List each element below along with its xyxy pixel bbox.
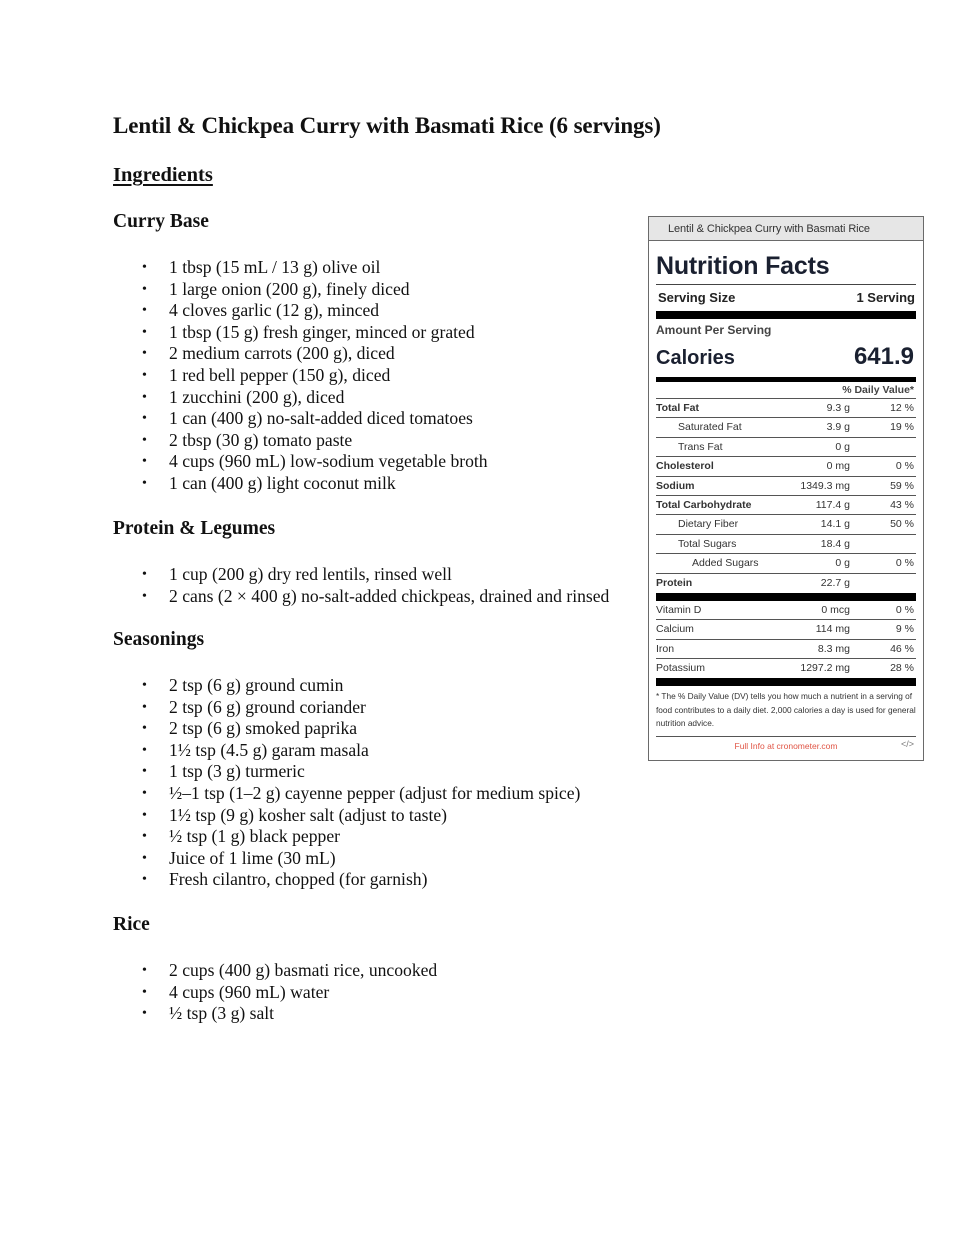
- bullet: •: [142, 699, 147, 715]
- section-heading-curry-base: Curry Base: [113, 211, 209, 232]
- ingredient-text: 4 cups (960 mL) water: [169, 981, 330, 1002]
- ingredient-text: 2 cups (400 g) basmati rice, uncooked: [169, 960, 438, 980]
- serving-size-row: [656, 288, 916, 308]
- vitamin-dv: 9 %: [895, 623, 914, 636]
- nutrient-amount: 0 mg: [826, 460, 850, 473]
- nutrient-name: Total Carbohydrate: [656, 498, 752, 511]
- list-item: [0, 826, 580, 848]
- section-heading-seasonings: Seasonings: [113, 629, 205, 650]
- bullet: •: [142, 829, 147, 845]
- vitamin-name: Potassium: [656, 662, 706, 675]
- list-item: [0, 960, 437, 982]
- section-heading-protein-legumes: Protein & Legumes: [113, 518, 276, 539]
- list-item: [0, 473, 488, 495]
- thick-divider: [656, 311, 916, 319]
- ingredient-text: 1½ tsp (9 g) kosher salt (adjust to taste): [169, 804, 448, 825]
- list-item: [0, 430, 488, 452]
- ingredient-text: 4 cloves garlic (12 g), minced: [169, 300, 380, 321]
- nutrient-row-protein: [656, 574, 916, 593]
- ingredient-text: ½–1 tsp (1–2 g) cayenne pepper (adjust for medium spice): [169, 782, 581, 803]
- nutrient-dv: 19 %: [890, 421, 914, 434]
- ingredient-list-seasonings: [0, 675, 580, 891]
- nutrient-name: Sodium: [656, 479, 695, 492]
- bullet: •: [142, 1006, 147, 1022]
- list-item: [0, 761, 580, 783]
- bullet: •: [142, 721, 147, 737]
- vitamin-row-potassium: [656, 659, 916, 678]
- bullet: •: [142, 367, 147, 383]
- list-item: [0, 365, 488, 387]
- nutrient-row-cholesterol: [656, 457, 916, 476]
- nutrient-dv: [850, 574, 916, 593]
- nutrient-amount: 0 g: [835, 557, 850, 570]
- nutrient-dv: 43 %: [890, 498, 914, 511]
- bullet: •: [142, 807, 147, 823]
- nutrient-row-total-carbohydrate: [656, 496, 916, 515]
- nutrient-name: Protein: [656, 576, 693, 589]
- serving-size-value: 1 Serving: [856, 290, 915, 305]
- bullet: •: [142, 346, 147, 362]
- bullet: •: [142, 742, 147, 758]
- ingredient-text: 2 tsp (6 g) smoked paprika: [169, 718, 358, 739]
- ingredient-text: Fresh cilantro, chopped (for garnish): [169, 869, 428, 890]
- section-heading-rice: Rice: [113, 914, 150, 935]
- nutrition-facts-label: [648, 216, 924, 761]
- bullet: •: [142, 850, 147, 866]
- serving-size-label: Serving Size: [658, 290, 736, 305]
- list-item: [0, 697, 580, 719]
- bullet: •: [142, 984, 147, 1000]
- ingredient-text: ½ tsp (1 g) black pepper: [169, 826, 340, 847]
- nutrient-dv: 0 %: [895, 557, 914, 570]
- bullet: •: [142, 411, 147, 427]
- bullet: •: [142, 432, 147, 448]
- nutrient-amount: 3.9 g: [826, 421, 850, 434]
- ingredient-text: 2 cans (2 × 400 g) no-salt-added chickpeas, drained and rinsed: [169, 585, 610, 606]
- ingredient-text: 1 can (400 g) no-salt-added diced tomatoes: [169, 408, 473, 429]
- nutrient-row-total-sugars: [656, 535, 916, 554]
- vitamin-amount: 114 mg: [815, 623, 850, 636]
- ingredient-list-protein-legumes: [0, 564, 609, 607]
- vitamin-amount: 0 mcg: [821, 603, 850, 616]
- nutrient-dv: 59 %: [890, 479, 914, 492]
- list-item: [0, 408, 488, 430]
- bullet: •: [142, 389, 147, 405]
- ingredient-text: Juice of 1 lime (30 mL): [169, 847, 336, 868]
- nutrient-amount: 22.7 g: [820, 576, 850, 589]
- thick-divider: [656, 593, 916, 601]
- list-item: [0, 805, 580, 827]
- bullet: •: [142, 872, 147, 888]
- daily-value-footnote: * The % Daily Value (DV) tells you how much a nutrient in a serving of food contributes to a daily diet. 2,000 calories a day is used for general nutrition advice.: [656, 690, 916, 737]
- nutrient-amount: 14.1 g: [820, 518, 850, 531]
- list-item: [0, 586, 609, 608]
- nutrient-amount: 0 g: [835, 440, 850, 453]
- ingredient-text: 1 tbsp (15 mL / 13 g) olive oil: [169, 257, 381, 277]
- ingredient-text: 2 tbsp (30 g) tomato paste: [169, 429, 353, 450]
- nutrient-amount: 1349.3 mg: [800, 479, 850, 492]
- nutrient-row-trans-fat: [656, 438, 916, 457]
- nutrient-dv: 12 %: [890, 402, 914, 414]
- ingredient-text: 2 tsp (6 g) ground coriander: [169, 696, 366, 717]
- nutrition-facts-title: Nutrition Facts: [656, 251, 916, 285]
- nutrient-dv: 0 %: [895, 460, 914, 473]
- amount-per-serving: Amount Per Serving: [656, 323, 772, 337]
- bullet: •: [142, 785, 147, 801]
- ingredient-text: 2 tsp (6 g) ground cumin: [169, 675, 344, 695]
- embed-code-icon[interactable]: </>: [900, 738, 914, 749]
- vitamin-row-vitamin-d: [656, 601, 916, 620]
- list-item: [0, 451, 488, 473]
- list-item: [0, 718, 580, 740]
- list-item: [0, 1003, 437, 1025]
- list-item: [0, 300, 488, 322]
- vitamin-name: Vitamin D: [656, 603, 702, 616]
- nutrition-label-header: Lentil & Chickpea Curry with Basmati Rice: [649, 217, 923, 241]
- vitamin-dv: 46 %: [890, 642, 914, 655]
- calories-value: 641.9: [853, 343, 914, 370]
- list-item: [0, 322, 488, 344]
- thick-divider: [656, 678, 916, 686]
- ingredient-text: 4 cups (960 mL) low-sodium vegetable broth: [169, 451, 488, 472]
- ingredient-text: ½ tsp (3 g) salt: [169, 1003, 275, 1024]
- vitamin-row-calcium: [656, 620, 916, 639]
- vitamin-name: Iron: [656, 642, 675, 655]
- nutrient-row-added-sugars: [656, 554, 916, 573]
- nutrient-dv: [850, 438, 916, 456]
- ingredient-list-rice: [0, 960, 437, 1025]
- ingredient-text: 1½ tsp (4.5 g) garam masala: [169, 739, 369, 760]
- list-item: [0, 982, 437, 1004]
- vitamin-amount: 8.3 mg: [817, 642, 850, 655]
- nutrient-name: Dietary Fiber: [678, 518, 739, 531]
- nutrient-row-saturated-fat: [656, 418, 916, 437]
- bullet: •: [142, 303, 147, 319]
- bullet: •: [142, 324, 147, 340]
- ingredient-text: 2 medium carrots (200 g), diced: [169, 343, 395, 364]
- nutrient-dv: [850, 535, 916, 553]
- nutrient-amount: 9.3 g: [826, 402, 850, 414]
- ingredient-text: 1 cup (200 g) dry red lentils, rinsed well: [169, 564, 452, 584]
- bullet: •: [142, 281, 147, 297]
- ingredients-heading: Ingredients: [113, 164, 213, 186]
- ingredient-text: 1 tbsp (15 g) fresh ginger, minced or grated: [169, 321, 475, 342]
- vitamin-row-iron: [656, 640, 916, 659]
- cronometer-link[interactable]: Full Info at cronometer.com: [734, 740, 838, 751]
- nutrient-name: Total Sugars: [678, 537, 737, 550]
- page-title: Lentil & Chickpea Curry with Basmati Rice (6 servings): [113, 113, 661, 138]
- list-item: [0, 279, 488, 301]
- calories-label: Calories: [656, 347, 735, 369]
- nutrient-name: Saturated Fat: [678, 421, 742, 434]
- nutrient-amount: 117.4 g: [815, 498, 850, 511]
- list-item: [0, 848, 580, 870]
- nutrient-row-total-fat: [656, 399, 916, 418]
- list-item: [0, 740, 580, 762]
- vitamin-amount: 1297.2 mg: [800, 662, 850, 675]
- bullet: •: [142, 567, 147, 582]
- list-item: [0, 675, 580, 697]
- nutrient-dv: 50 %: [890, 518, 914, 531]
- bullet: •: [142, 454, 147, 470]
- nutrient-amount: 18.4 g: [820, 537, 850, 550]
- bullet: •: [142, 260, 147, 275]
- ingredient-text: 1 large onion (200 g), finely diced: [169, 278, 410, 299]
- ingredient-text: 1 can (400 g) light coconut milk: [169, 472, 396, 493]
- nutrient-row-sodium: [656, 477, 916, 496]
- vitamin-dv: 0 %: [895, 603, 914, 616]
- list-item: [0, 783, 580, 805]
- vitamin-name: Calcium: [656, 623, 694, 636]
- list-item: [0, 343, 488, 365]
- vitamin-dv: 28 %: [890, 662, 914, 675]
- list-item: [0, 564, 609, 586]
- daily-value-heading: % Daily Value*: [656, 382, 916, 399]
- ingredient-list-curry-base: [0, 257, 488, 495]
- nutrient-name: Total Fat: [656, 402, 699, 414]
- nutrient-name: Cholesterol: [656, 460, 714, 473]
- calories-row: [656, 342, 916, 373]
- ingredient-text: 1 tsp (3 g) turmeric: [169, 761, 305, 782]
- ingredient-text: 1 red bell pepper (150 g), diced: [169, 364, 391, 385]
- list-item: [0, 869, 580, 891]
- ingredient-text: 1 zucchini (200 g), diced: [169, 386, 345, 407]
- bullet: •: [142, 678, 147, 693]
- bullet: •: [142, 764, 147, 780]
- list-item: [0, 257, 488, 279]
- bullet: •: [142, 475, 147, 491]
- nutrition-footer: [656, 737, 916, 755]
- nutrient-row-dietary-fiber: [656, 515, 916, 534]
- bullet: •: [142, 588, 147, 604]
- list-item: [0, 387, 488, 409]
- nutrient-name: Added Sugars: [692, 557, 759, 570]
- bullet: •: [142, 963, 147, 978]
- nutrient-name: Trans Fat: [678, 440, 723, 453]
